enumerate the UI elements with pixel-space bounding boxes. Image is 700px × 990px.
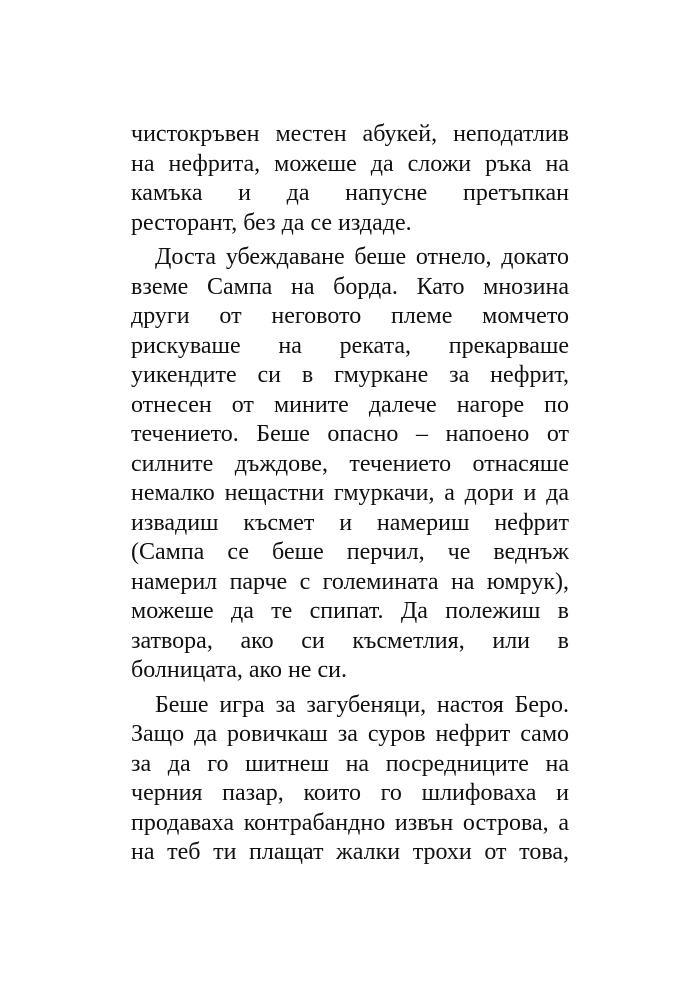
paragraph [131,243,569,686]
text-line: Беше игра за загубеняци, настоя Беро. [155,691,569,718]
text-line: Доста убеждаване беше отнело, докато [155,244,569,270]
text-line: за да го шитнеш на посредниците на [131,750,569,777]
paragraph [131,691,569,868]
text-line: намерил парче с големината на юмрук), [131,568,569,595]
text-line: на теб ти плащат жалки трохи от това, [131,839,569,865]
text-line: камъка и да напусне претъпкан [131,180,569,206]
text-line: (Сампа се беше перчил, че веднъж [131,539,569,565]
body-text [131,120,569,868]
text-line: рискуваше на реката, прекарваше [131,332,569,359]
text-line: на нефрита, можеше да сложи ръка на [131,150,569,177]
text-line: силните дъждове, течението отнасяше [131,450,569,477]
text-line: чистокръвен местен абукей, неподатлив [131,121,569,147]
text-line: вземе Сампа на борда. Като мнозина [131,273,569,300]
text-line: затвора, ако си късметлия, или в [131,627,569,654]
text-line: можеше да те спипат. Да полежиш в [131,598,569,624]
text-line: болницата, ако не си. [131,657,347,683]
text-line: ресторант, без да се издаде. [131,209,412,236]
text-line: немалко нещастни гмуркачи, а дори и да [131,480,569,506]
text-line: извадиш късмет и намериш нефрит [131,509,569,536]
text-line: течението. Беше опасно – напоено от [131,421,569,447]
text-line: черния пазар, които го шлифоваха и [131,780,569,806]
text-line: Защо да ровичкаш за суров нефрит само [131,721,569,747]
paragraph [131,120,569,238]
text-line: уикендите си в гмуркане за нефрит, [131,362,569,388]
text-line: други от неговото племе момчето [131,303,569,329]
text-line: продаваха контрабандно извън острова, а [131,809,569,836]
text-line: отнесен от мините далече нагоре по [131,391,569,418]
